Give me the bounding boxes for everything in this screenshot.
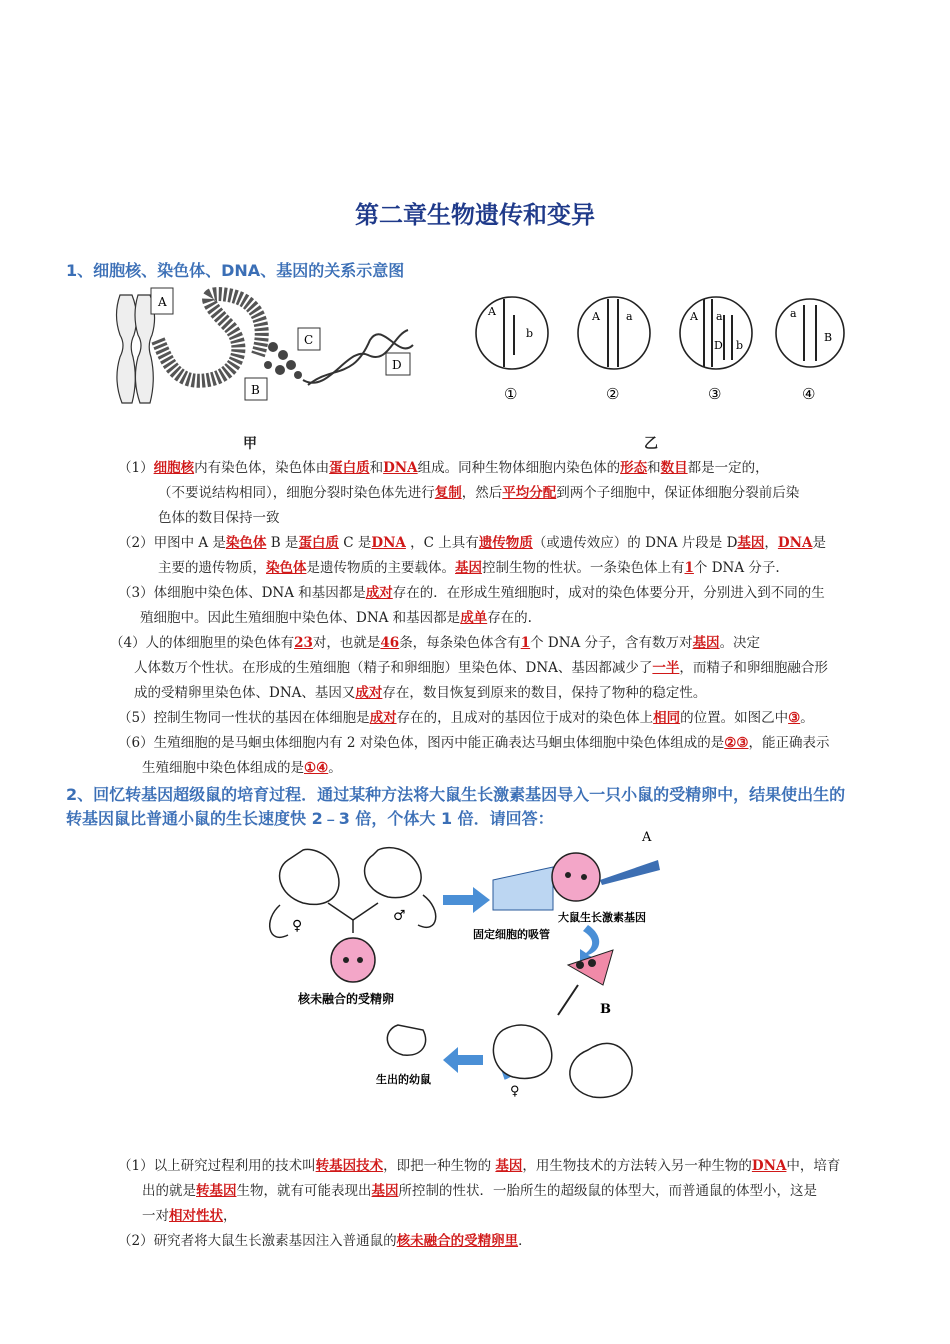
svg-text:b: b <box>526 327 534 340</box>
svg-text:B: B <box>600 1002 611 1017</box>
label-yi: 乙 <box>644 436 658 452</box>
figure-yi <box>468 285 848 410</box>
svg-text:固定细胞的吸管: 固定细胞的吸管 <box>473 928 550 941</box>
label-jia: 甲 <box>243 436 257 452</box>
svg-text:核未融合的受精卵: 核未融合的受精卵 <box>298 992 395 1006</box>
svg-text:A: A <box>642 830 652 845</box>
svg-text:B: B <box>251 383 260 397</box>
q1-line2: （不要说结构相同），细胞分裂时染色体先进行复制，然后平均分配到两个子细胞中，保证体细胞分裂前后染 <box>158 485 800 501</box>
fertilized-egg <box>331 938 375 982</box>
svg-text:D: D <box>714 339 723 352</box>
section1-heading: 1、细胞核、染色体、DNA、基因的关系示意图 <box>66 261 405 280</box>
svg-text:a: a <box>626 310 633 323</box>
s2-q1-line2: 出的就是转基因生物，就有可能表现出基因所控制的性状．一胎所生的超级鼠的体型大，而普通鼠的体型小，这是 <box>142 1183 817 1199</box>
svg-text:④: ④ <box>802 385 816 403</box>
svg-text:生出的幼鼠: 生出的幼鼠 <box>376 1073 431 1086</box>
q2-line1: （2）甲图中 A 是染色体 B 是蛋白质 C 是DNA ，C 上具有遗传物质（或遗传效应）的 DNA 片段是 D基因，DNA是 <box>118 535 826 551</box>
q6-line2: 生殖细胞中染色体组成的是①④。 <box>142 760 342 776</box>
figure-transgenic-mouse <box>258 825 678 1125</box>
s2-q1-line1: （1）以上研究过程利用的技术叫转基因技术，即把一种生物的 基因，用生物技术的方法转入另一种生物的DNA中，培育 <box>118 1158 841 1174</box>
svg-text:a: a <box>716 310 723 323</box>
q1-line1: （1）细胞核内有染色体，染色体由蛋白质和DNA组成。同种生物体细胞内染色体的形态和数目都是一定的， <box>118 460 769 476</box>
svg-text:b: b <box>736 339 744 352</box>
s2-q1-line3: 一对相对性状， <box>142 1208 237 1224</box>
svg-text:♂: ♂ <box>393 908 406 924</box>
q1-line3: 色体的数目保持一致 <box>158 510 280 526</box>
svg-text:①: ① <box>504 385 518 403</box>
q2-line2: 主要的遗传物质，染色体是遗传物质的主要载体。基因控制生物的性状。一条染色体上有1个 DNA 分子. <box>158 560 780 576</box>
q3-line1: （3）体细胞中染色体、DNA 和基因都是成对存在的．在形成生殖细胞时，成对的染色体要分开，分别进入到不同的生 <box>118 585 825 601</box>
q4-line3: 成的受精卵里染色体、DNA、基因又成对存在，数目恢复到原来的数目，保持了物种的稳定性。 <box>134 685 707 701</box>
q6-line1: （6）生殖细胞的是马蛔虫体细胞内有 2 对染色体，图丙中能正确表达马蛔虫体细胞中染色体组成的是②③，能正确表示 <box>118 735 830 751</box>
section2-heading-line1: 2、回忆转基因超级鼠的培育过程．通过某种方法将大鼠生长激素基因导入一只小鼠的受精卵中，结果使出生的 <box>66 785 846 804</box>
svg-text:A: A <box>592 310 600 323</box>
figure-jia <box>108 285 418 410</box>
svg-text:大鼠生长激素基因: 大鼠生长激素基因 <box>558 911 646 924</box>
svg-text:♀: ♀ <box>292 918 303 934</box>
mouse-male <box>365 848 422 898</box>
svg-text:B: B <box>824 331 833 344</box>
q3-line2: 殖细胞中。因此生殖细胞中染色体、DNA 和基因都是成单存在的. <box>140 610 532 626</box>
svg-text:③: ③ <box>708 385 722 403</box>
svg-text:a: a <box>790 307 797 320</box>
svg-text:♀: ♀ <box>510 1084 520 1099</box>
svg-text:②: ② <box>606 385 620 403</box>
egg-held <box>552 853 600 901</box>
q4-line2: 人体数万个性状。在形成的生殖细胞（精子和卵细胞）里染色体、DNA、基因都减少了一半，而精子和卵细胞融合形 <box>134 660 828 676</box>
q5-line: （5）控制生物同一性状的基因在体细胞是成对存在的，且成对的基因位于成对的染色体上相同的位置。如图乙中③。 <box>118 710 814 726</box>
q4-line1: （4）人的体细胞里的染色体有23对，也就是46条，每条染色体含有1个 DNA 分子，含有数万对基因。决定 <box>110 635 761 651</box>
svg-text:A: A <box>158 295 167 309</box>
svg-text:C: C <box>304 333 314 347</box>
chromosome-drawing <box>117 295 155 403</box>
svg-text:A: A <box>690 310 698 323</box>
svg-text:D: D <box>392 358 402 372</box>
page-title: 第二章生物遗传和变异 <box>355 200 595 229</box>
section2-heading-line2: 转基因鼠比普通小鼠的生长速度快 2﹣3 倍，个体大 1 倍．请回答： <box>66 809 554 828</box>
mouse-female <box>280 849 339 904</box>
s2-q2-line: （2）研究者将大鼠生长激素基因注入普通鼠的核未融合的受精卵里． <box>118 1233 532 1249</box>
svg-text:A: A <box>488 305 496 318</box>
